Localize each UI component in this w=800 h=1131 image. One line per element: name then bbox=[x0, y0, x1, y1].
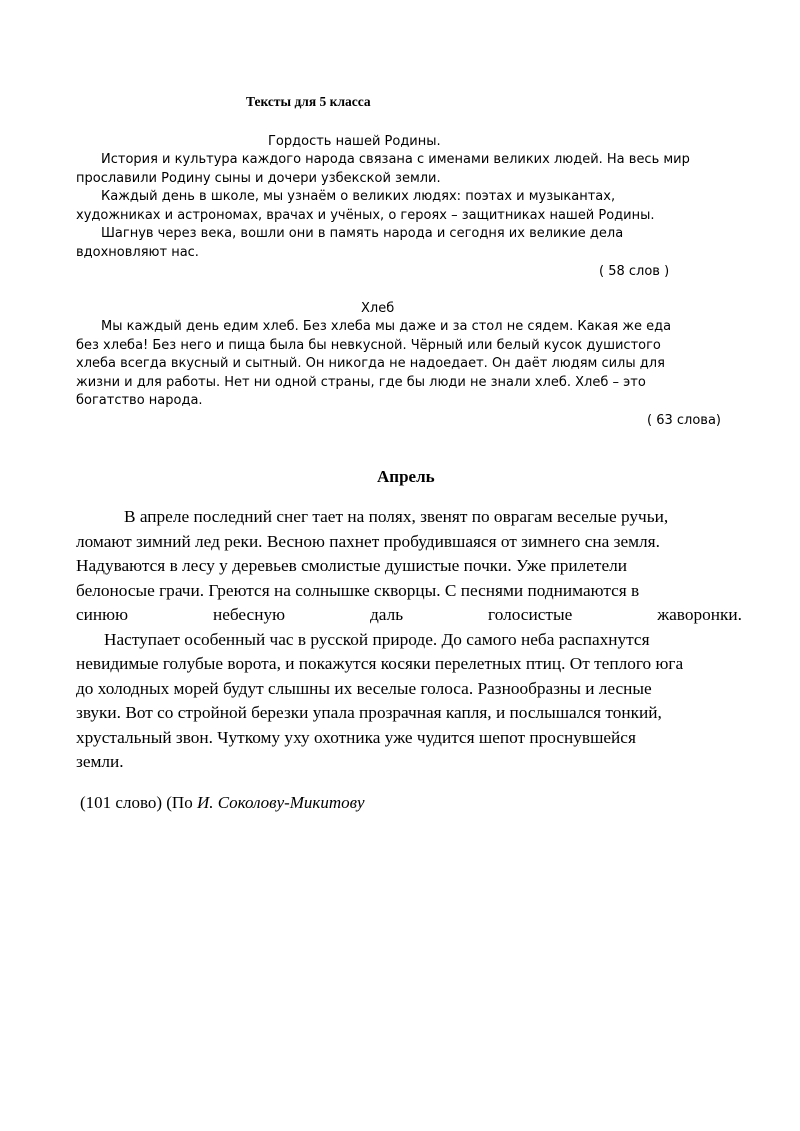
text1-title: Гордость нашей Родины. bbox=[268, 134, 441, 149]
text3-line: Надуваются в лесу у деревьев смолистые душистые почки. Уже прилетели bbox=[76, 556, 627, 575]
text2-line: жизни и для работы. Нет ни одной страны, где бы люди не знали хлеб. Хлеб – это bbox=[76, 374, 646, 390]
text3-line: ломают зимний лед реки. Весною пахнет пробудившаяся от зимнего сна земля. bbox=[76, 531, 660, 551]
text3-title: Апрель bbox=[377, 467, 435, 486]
text1-line: История и культура каждого народа связана с именами великих людей. На весь мир bbox=[101, 152, 690, 167]
text3-line: В апреле последний снег тает на полях, звенят по оврагам веселые ручьи, bbox=[124, 507, 669, 526]
text2-line: без хлеба! Без него и пища была бы невкусной. Чёрный или белый кусок душистого bbox=[76, 337, 661, 353]
text3-line: Наступает особенный час в русской природе. До самого неба распахнутся bbox=[104, 629, 650, 649]
word: небесную bbox=[212, 605, 286, 624]
document-title: Тексты для 5 класса bbox=[246, 94, 371, 109]
text2-line: Мы каждый день едим хлеб. Без хлеба мы даже и за стол не сядем. Какая же еда bbox=[101, 319, 672, 334]
word: даль bbox=[369, 605, 404, 624]
source-prefix: (101 слово) (По bbox=[80, 793, 197, 812]
text3-line: белоносые грачи. Греются на солнышке скворцы. С песнями поднимаются в bbox=[76, 580, 640, 600]
source-author: И. Соколову-Микитову bbox=[196, 793, 365, 812]
text1-line: Каждый день в школе, мы узнаём о великих людях: поэтах и музыкантах, bbox=[101, 189, 616, 204]
text1-line: художниках и астрономах, врачах и учёных, о героях – защитниках нашей Родины. bbox=[76, 207, 655, 223]
word: синюю bbox=[76, 605, 128, 624]
text3-source bbox=[80, 793, 365, 813]
text2-line: хлеба всегда вкусный и сытный. Он никогда не надоедает. Он даёт людям силы для bbox=[76, 356, 665, 371]
text3-line: хрустальный звон. Чуткому уху охотника уже чудится шепот проснувшейся bbox=[76, 727, 636, 747]
text3-line: до холодных морей будут слышны их веселые голоса. Разнообразны и лесные bbox=[76, 678, 652, 698]
text1-line: Шагнув через века, вошли они в память народа и сегодня их великие дела bbox=[101, 226, 624, 241]
text2-word-count: ( 63 слова) bbox=[647, 413, 721, 428]
text1-line: прославили Родину сыны и дочери узбекской земли. bbox=[76, 170, 441, 186]
text3-line: земли. bbox=[76, 752, 124, 771]
word: жаворонки. bbox=[657, 605, 742, 624]
word: голосистые bbox=[488, 605, 573, 624]
text2-line: богатство народа. bbox=[76, 393, 203, 408]
text3-line: невидимые голубые ворота, и покажутся косяки перелетных птиц. От теплого юга bbox=[76, 654, 684, 673]
text1-word-count: ( 58 слов ) bbox=[599, 264, 670, 279]
text1-line: вдохновляют нас. bbox=[76, 244, 199, 260]
text2-title: Хлеб bbox=[361, 301, 395, 316]
text1-body bbox=[76, 151, 728, 262]
text3-body bbox=[76, 505, 742, 775]
text2-body bbox=[76, 318, 728, 411]
text3-line-justified bbox=[76, 603, 742, 628]
text3-line: звуки. Вот со стройной березки упала прозрачная капля, и послышался тонкий, bbox=[76, 703, 662, 722]
